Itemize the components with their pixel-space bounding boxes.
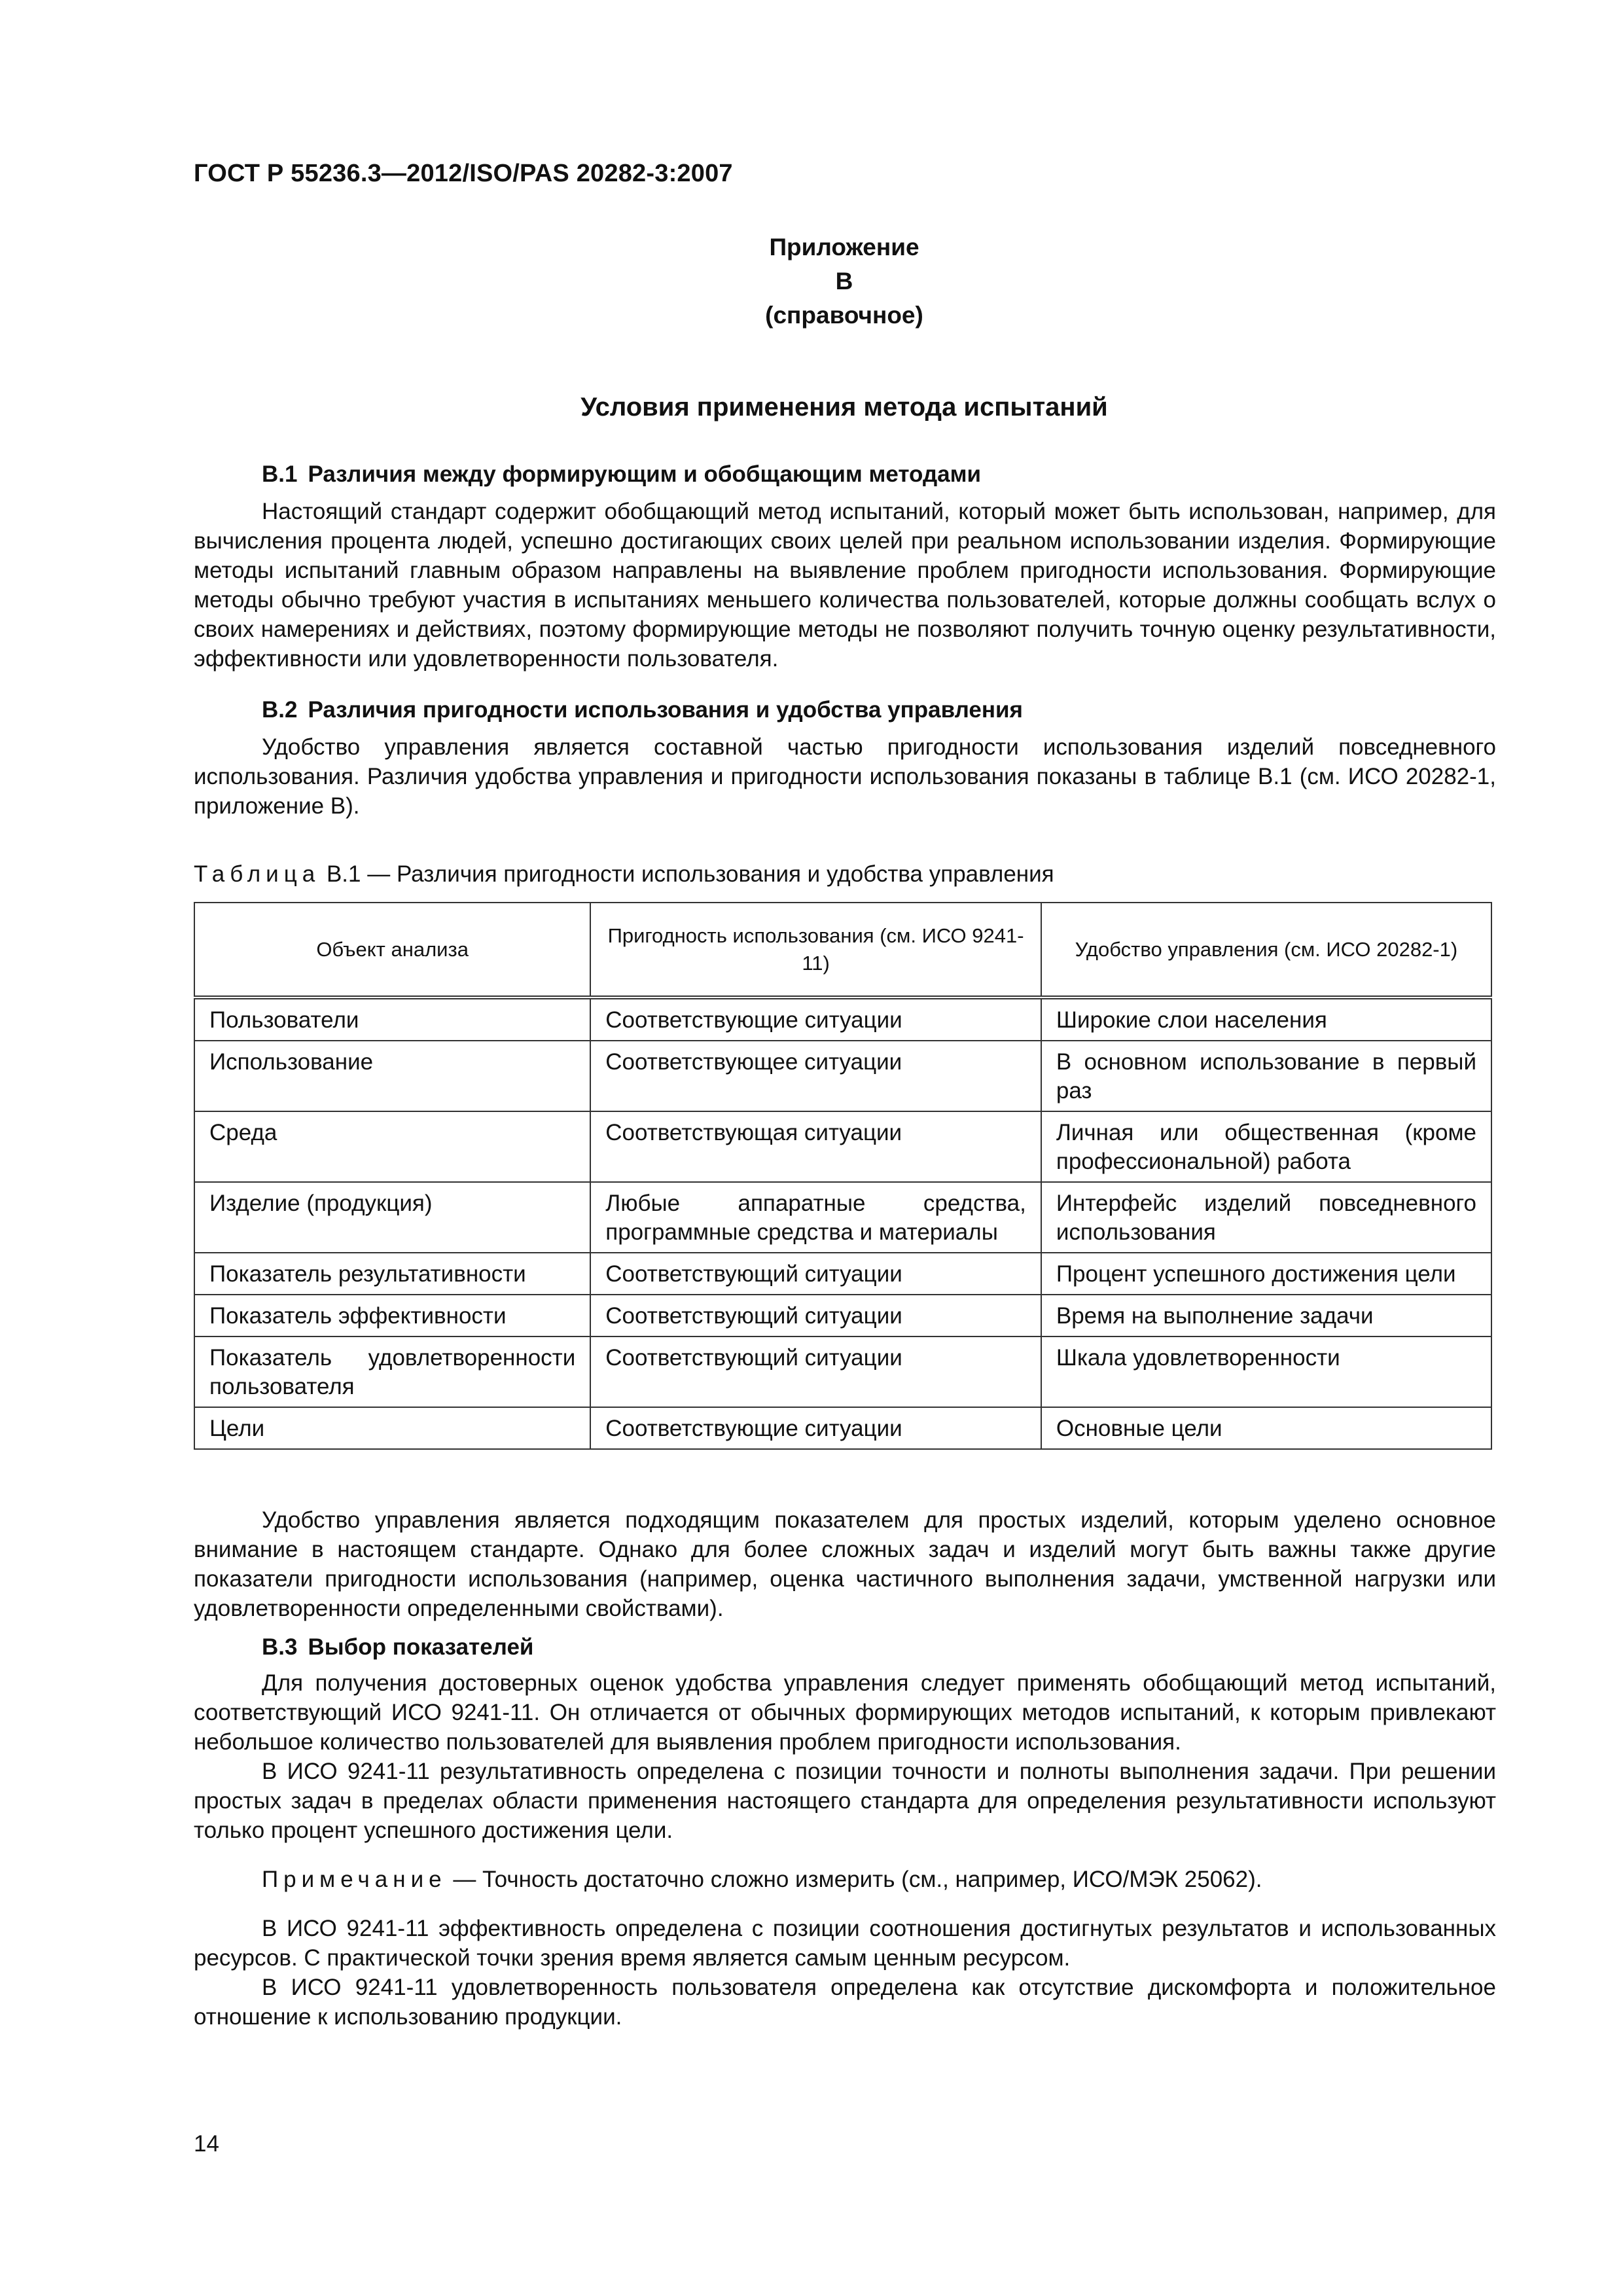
note: [194, 1865, 1496, 1894]
table-caption-word: Таблица: [194, 861, 321, 887]
table-row: [194, 1336, 1491, 1407]
paragraph: В ИСО 9241-11 результативность определена с позиции точности и полноты выполнения задачи. При решении простых задач в пределах области применения настоящего стандарта для определения результативности используют только процент успешного достижения цели.: [194, 1759, 1496, 1843]
table-cell: Время на выполнение задачи: [1041, 1295, 1491, 1336]
subsection-title: Различия между формирующим и обобщающим методами: [308, 461, 982, 487]
paragraph: Настоящий стандарт содержит обобщающий метод испытаний, который может быть использован, например, для вычисления процента людей, успешно достигающих своих целей при реальном использовании изделия. Формирующие методы испытаний главным образом направлены на выявление проблем пригодности использования. Формирующие методы обычно требуют участия в испытаниях меньшего количества пользователей, которые должны сообщать вслух о своих намерениях и действиях, поэтому формирующие методы не позволяют получить точную оценку результативности, эффективности или удовлетворенности пользователя.: [194, 499, 1496, 672]
table-cell: Среда: [194, 1111, 590, 1182]
subsection-heading: [194, 459, 1496, 489]
section-b2: [194, 695, 1496, 821]
table-row: [194, 1407, 1491, 1449]
appendix-type: (справочное): [765, 302, 923, 329]
table-row: [194, 1295, 1491, 1336]
table-cell: Показатель результативности: [194, 1253, 590, 1295]
table-cell: Показатель удовлетворенности пользователя: [194, 1336, 590, 1407]
table-cell: Соответствующий ситуации: [590, 1336, 1041, 1407]
subsection-number: В.2: [262, 697, 298, 723]
comparison-table: [194, 902, 1492, 1450]
subsection-heading: [194, 1632, 1496, 1662]
paragraph: Удобство управления является составной частью пригодности использования изделий повседневного использования. Различия удобства управления и пригодности использования показаны в таблице В.1 (см. ИСО 20282-1, приложение В).: [194, 734, 1496, 819]
column-header: Удобство управления (см. ИСО 20282-1): [1041, 903, 1491, 997]
subsection-number: В.1: [262, 461, 298, 487]
table-cell: Соответствующее ситуации: [590, 1041, 1041, 1111]
table-header-row: [194, 903, 1491, 997]
table-cell: Показатель эффективности: [194, 1295, 590, 1336]
paragraph: Для получения достоверных оценок удобства управления следует применять обобщающий метод испытаний, соответствующий ИСО 9241-11. Он отличается от обычных формирующих методов испытаний, к которым привлекают небольшое количество пользователей для выявления проблем пригодности использования.: [194, 1670, 1496, 1755]
column-header: Пригодность использования (см. ИСО 9241-11): [590, 903, 1041, 997]
table-caption: [194, 861, 1054, 888]
table-cell: В основном использование в первый раз: [1041, 1041, 1491, 1111]
table-cell: Шкала удовлетворенности: [1041, 1336, 1491, 1407]
table-cell: Изделие (продукция): [194, 1182, 590, 1253]
table-cell: Интерфейс изделий повседневного использования: [1041, 1182, 1491, 1253]
table-cell: Соответствующий ситуации: [590, 1295, 1041, 1336]
section-b3: [194, 1505, 1496, 2032]
note-text: — Точность достаточно сложно измерить (см., например, ИСО/МЭК 25062).: [446, 1867, 1262, 1892]
table-cell: Соответствующие ситуации: [590, 997, 1041, 1041]
paragraph: Удобство управления является подходящим показателем для простых изделий, которым уделено основное внимание в настоящем стандарте. Однако для более сложных задач и изделий могут быть важны также другие показатели пригодности использования (например, оценка частичного выполнения задачи, умственной нагрузки или удовлетворенности определенными свойствами).: [194, 1507, 1496, 1621]
table-cell: Основные цели: [1041, 1407, 1491, 1449]
table-row: [194, 1253, 1491, 1295]
table-cell: Использование: [194, 1041, 590, 1111]
note-label: Примечание: [262, 1867, 447, 1892]
subsection-title: Выбор показателей: [308, 1634, 534, 1660]
table-caption-text: В.1 — Различия пригодности использования и удобства управления: [320, 861, 1054, 887]
document-header: ГОСТ Р 55236.3—2012/ISO/PAS 20282-3:2007: [194, 160, 733, 187]
table-row: [194, 1111, 1491, 1182]
section-title: Условия применения метода испытаний: [580, 393, 1108, 422]
table-row: [194, 1041, 1491, 1111]
table-cell: Цели: [194, 1407, 590, 1449]
table-cell: Личная или общественная (кроме профессиональной) работа: [1041, 1111, 1491, 1182]
appendix-heading: [759, 230, 929, 332]
page-number: 14: [194, 2131, 219, 2157]
table-row: [194, 997, 1491, 1041]
table-row: [194, 1182, 1491, 1253]
table-cell: Пользователи: [194, 997, 590, 1041]
section-b1: [194, 459, 1496, 673]
column-header: Объект анализа: [194, 903, 590, 997]
table-cell: Процент успешного достижения цели: [1041, 1253, 1491, 1295]
table-cell: Любые аппаратные средства, программные средства и материалы: [590, 1182, 1041, 1253]
table-cell: Соответствующая ситуации: [590, 1111, 1041, 1182]
paragraph: В ИСО 9241-11 эффективность определена с позиции соотношения достигнутых результатов и использованных ресурсов. С практической точки зрения время является самым ценным ресурсом.: [194, 1916, 1496, 1971]
table-cell: Соответствующий ситуации: [590, 1253, 1041, 1295]
appendix-label: Приложение В: [769, 234, 919, 295]
subsection-number: В.3: [262, 1634, 298, 1660]
subsection-heading: [194, 695, 1496, 725]
paragraph: В ИСО 9241-11 удовлетворенность пользователя определена как отсутствие дискомфорта и положительное отношение к использованию продукции.: [194, 1975, 1496, 2030]
table-cell: Соответствующие ситуации: [590, 1407, 1041, 1449]
subsection-title: Различия пригодности использования и удобства управления: [308, 697, 1023, 723]
table-cell: Широкие слои населения: [1041, 997, 1491, 1041]
